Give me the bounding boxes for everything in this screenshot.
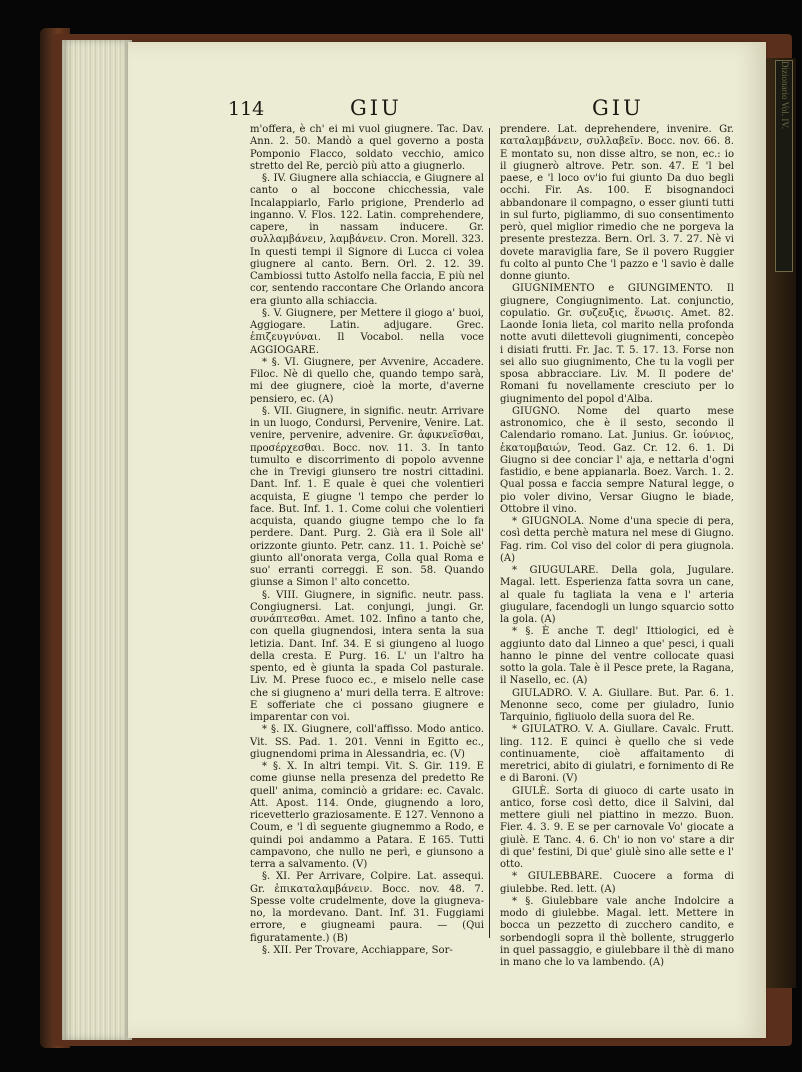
guide-word-left: GIU [350,96,402,120]
entry-paragraph: prendere. Lat. deprehendere, invenire. Gr. καταλαμβάνειν, συλλαβεῖν. Bocc. nov. 66. 8. E montato su, non disse altro, se non, ec.: io il giugnerò altrove. Petr. son. 47. E 'l bel paese, e 'l loco ov'io fui giunto Da duo begli occhi. Fir. As. 100. E bisognandoci abbandonare il compagno, o esser giunti tutti in sul furto, pigliammo, di suo consentimento però, quel miglior rimedio che ne porgeva la presente prestezza. Bern. Orl. 3. 7. 27. Nè vi dovete maraviglia fare, Se il povero Ruggier fu colto al punto Che 'l pazzo e 'l savio è dalle donne giunto. [500,124,734,282]
page-stack-edge [62,40,132,1040]
entry-paragraph: §. VII. Giugnere, in signific. neutr. Arrivare in un luogo, Condursi, Pervenire, Venire. Lat. venire, pervenire, advenire. Gr. ἀφικνεῖσθαι, προσέρχεσθαι. Bocc. nov. 11. 3. In tanto tumulto e discorrimento di popolo avvenne che in Trevigi giunsero tre nostri cittadini. Dant. Inf. 1. E quale è quei che volentieri acquista, E giugne 'l tempo che perder lo face. But. Inf. 1. 1. Come colui che volentieri acquista, quando giugne tempo che lo fa perdere. Dant. Purg. 2. Già era il Sole all' orizzonte giunto. Petr. canz. 11. 1. Poichè se' giunto all'onorata verga, Colla qual Roma e suo' erranti correggi. E son. 58. Quando giunse a Simon l' alto concetto. [250,405,484,589]
entry-paragraph: GIUGNO. Nome del quarto mese astronomico, che è il sesto, secondo il Calendario romano. Lat. Junius. Gr. ἰούνιος, ἑκατομβαιών, Teod. Gaz. Cr. 12. 6. 1. Di Giugno si dee conciar l' aja, e nettarla d'ogni fastidio, e bene appianarla. Boez. Varch. 1. 2. Qual possa e faccia sempre Natural legge, o pio voler divino, Versar Giugno le biade, Ottobre il vino. [500,405,734,515]
entry-paragraph: m'offera, è ch' ei mi vuol giugnere. Tac. Dav. Ann. 2. 50. Mandò a quel governo a posta Pomponio Flacco, soldato vecchio, amico stretto del Re, perciò più atto a giugnerlo. [250,124,484,172]
column-divider [489,128,490,938]
entry-paragraph: §. V. Giugnere, per Mettere il giogo a' buoi, Aggiogare. Latin. adjugare. Grec. ἐπιζευγνύναι. Il Vocabol. nella voce AGGIOGARE. [250,307,484,356]
entry-paragraph: §. XI. Per Arrivare, Colpire. Lat. assequi. Gr. ἐπικαταλαμβάνειν. Bocc. nov. 48. 7. Spesse volte crudelmente, dove la giugneva-no, la mordevano. Dant. Inf. 31. Fuggiami errore, e giugneami paura. — (Qui figuratamente.) (B) [250,871,484,944]
entry-paragraph: * §. Giulebbare vale anche Indolcire a modo di giulebbe. Magal. lett. Mettere in bocca un pezzetto di zucchero candito, e sorbendogli sopra il thè bollente, struggerlo in quel passaggio, e giulebbare il thè di mano in mano che lo va lambendo. (A) [500,895,734,968]
spine-label-text: Dizionario Vol. IV. [780,61,790,130]
entry-paragraph: * §. IX. Giugnere, coll'affisso. Modo antico. Vit. SS. Pad. 1. 201. Venni in Egitto ec., giugnendomi prima in Alessandria, ec. (V) [250,724,484,760]
entry-paragraph: * §. È anche T. degl' Ittiologici, ed è aggiunto dato dal Linneo a que' pesci, i quali hanno le pinne del ventre collocate quasi sotto la gola. Tale è il Pesce prete, la Ragana, il Nasello, ec. (A) [500,626,734,687]
entry-paragraph: * GIULEBBARE. Cuocere a forma di giulebbe. Red. lett. (A) [500,871,734,895]
entry-paragraph: * GIUGULARE. Della gola, Jugulare. Magal. lett. Esperienza fatta sovra un cane, al quale fu tagliata la vena e l' arteria giugulare, facendogli un lungo squarcio sotto la gola. (A) [500,565,734,625]
entry-paragraph: GIUGNIMENTO e GIUNGIMENTO. Il giugnere, Congiugnimento. Lat. conjunctio, copulatio. Gr. συζευξις, ἕνωσις. Amet. 82. Laonde Ionia lieta, col marito nella profonda notte avuti dilettevoli giugnimenti, concepèo i disiati frutti. Fr. Jac. T. 5. 17. 13. Forse non sei allo suo giugnimento, Che tu la vogli per sposa abbracciare. Liv. M. Il podere de' Romani fu novellamente cresciuto per lo giugnimento del popol d'Alba. [500,283,734,405]
entry-paragraph: §. VIII. Giugnere, in signific. neutr. pass. Congiugnersi. Lat. conjungi, jungi. Gr. συνάπτεσθαι. Amet. 102. Infino a tanto che, con quella giugnendosi, intera senta la sua letizia. Dant. Inf. 34. E si giungeno al luogo della cresta. E Purg. 16. L' un l'altro ha spento, ed è giunta la spada Col pasturale. Liv. M. Prese fuoco ec., e miselo nelle case che si giugneno a' muri della terra. E altrove: E sofferiate che ci possano giugnere e imparentar con voi. [250,589,484,723]
entry-paragraph: §. IV. Giugnere alla schiaccia, e Giugnere al canto o al boccone chicchessia, vale Incalappiarlo, Farlo prigione, Prenderlo ad inganno. V. Flos. 122. Latin. comprehendere, capere, in nassam inducere. Gr. συλλαμβάνειν, λαμβάνειν. Cron. Morell. 323. In questi tempi il Signore di Lucca ci volea giugnere al canto. Bern. Orl. 2. 12. 39. Cambiossi tutto Astolfo nella faccia, E più nel cor, sentendo raccontare Che Orlando ancora era giunto alla schiaccia. [250,173,484,307]
guide-word-right: GIU [592,96,644,120]
entry-paragraph: GIULADRO. V. A. Giullare. But. Par. 6. 1. Menonne seco, come per giuladro, Iunio Tarquinio, figliuolo della suora del Re. [500,687,734,723]
entry-paragraph: * GIUGNOLA. Nome d'una specie di pera, così detta perchè matura nel mese di Giugno. Fag. rim. Col viso del color di pera giugnola. (A) [500,516,734,564]
left-column [250,124,484,957]
page-number: 114 [228,98,265,120]
entry-paragraph: GIULÈ. Sorta di giuoco di carte usato in antico, forse così detto, dice il Salvini, dal mettere giuli nel piattino in mezzo. Buon. Fier. 4. 3. 9. E se per carnovale Vo' giocate a giulè. E Tanc. 4. 6. Ch' io non vo' stare a dir di que' festini, Di que' giulè sino alle sette e l' otto. [500,785,734,870]
adjacent-volume-label [775,60,793,272]
entry-paragraph: * §. X. In altri tempi. Vit. S. Gir. 119. E come giunse nella presenza del predetto Re quell' anima, cominciò a gridare: ec. Cavalc. Att. Apost. 114. Onde, giugnendo a loro, ricevetterlo graziosamente. E 127. Vennono a Coum, e 'l dì seguente giugnemmo a Rodo, e quindi poi andammo a Patara. E 165. Tutti campavono, che nullo ne perì, e giunsono a terra a salvamento. (V) [250,761,484,870]
entry-paragraph: §. XII. Per Trovare, Acchiappare, Sor- [262,944,453,956]
entry-paragraph: * GIULATRO. V. A. Giullare. Cavalc. Frutt. ling. 112. E quinci è quello che si vede continuamente, cioè affaitamento di meretrici, abito di giulatri, e fornimento di Re e di Baroni. (V) [500,724,734,785]
page-header [228,94,738,126]
right-column [500,124,734,969]
entry-paragraph: * §. VI. Giugnere, per Avvenire, Accadere. Filoc. Nè di quello che, quando tempo sarà, mi dee giugnere, cioè la morte, d'averne pensiero, ec. (A) [250,356,484,405]
